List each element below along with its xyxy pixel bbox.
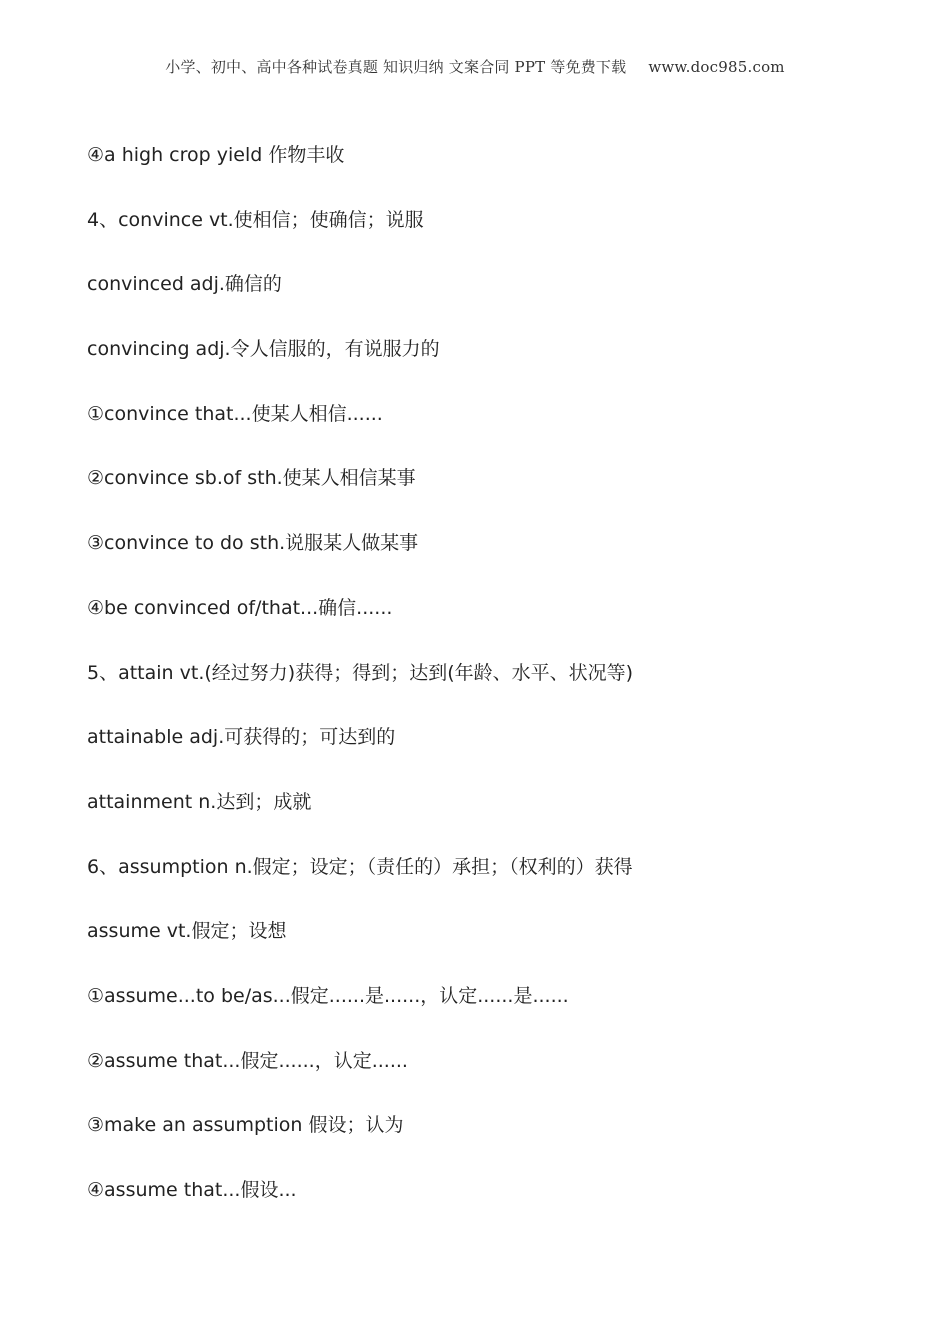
note-line: ③convince to do sth.说服某人做某事 (87, 532, 419, 555)
note-line: attainable adj.可获得的；可达到的 (87, 726, 396, 749)
note-line: convincing adj.令人信服的，有说服力的 (87, 338, 440, 361)
note-line: ①convince that...使某人相信...... (87, 402, 383, 425)
header-text: 小学、初中、高中各种试卷真题 知识归纳 文案合同 PPT 等免费下载 (165, 58, 627, 76)
note-line: ④a high crop yield 作物丰收 (87, 144, 345, 166)
note-line: convinced adj.确信的 (87, 273, 282, 296)
header-site: www.doc985.com (648, 58, 785, 76)
page-header (0, 56, 950, 77)
note-line: attainment n.达到；成就 (87, 790, 312, 813)
note-line: ③make an assumption 假设；认为 (87, 1114, 404, 1137)
note-line: 6、assumption n.假定；设定；（责任的）承担；（权利的）获得 (87, 855, 633, 878)
note-line: ④assume that...假设... (87, 1179, 297, 1201)
note-line: 5、attain vt.(经过努力)获得；得到；达到(年龄、水平、状况等) (87, 661, 634, 684)
note-line: ②assume that...假定......，认定...... (87, 1049, 408, 1072)
note-line: 4、convince vt.使相信；使确信；说服 (87, 208, 424, 231)
vocabulary-notes (87, 138, 907, 1238)
note-line: assume vt.假定；设想 (87, 920, 287, 943)
note-line: ②convince sb.of sth.使某人相信某事 (87, 467, 416, 490)
note-line: ④be convinced of/that...确信...... (87, 596, 393, 619)
note-line: ①assume...to be/as...假定......是......，认定......是...... (87, 984, 569, 1007)
